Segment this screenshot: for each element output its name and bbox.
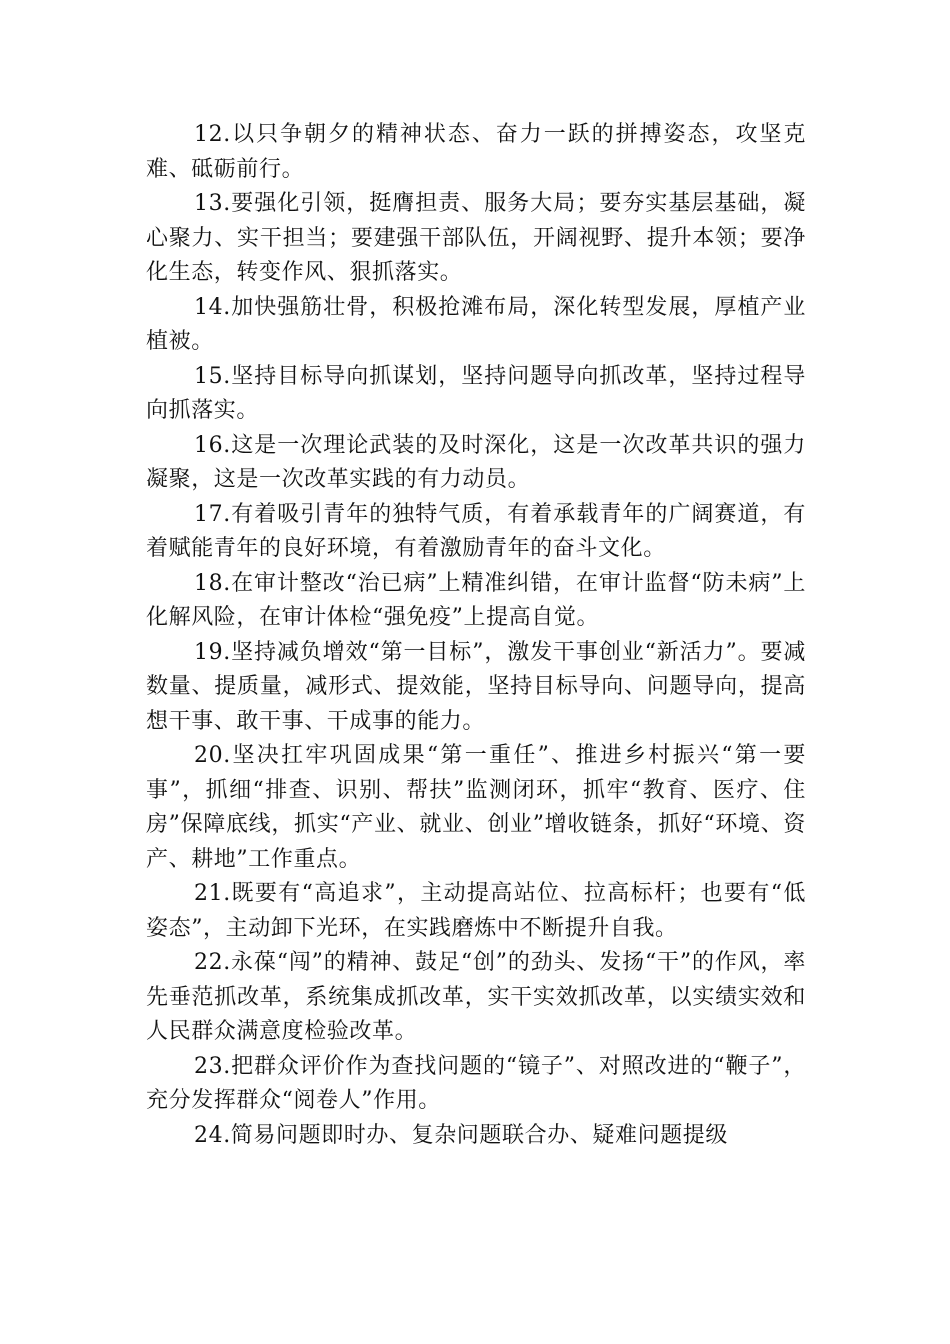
paragraph-21: 21.既要有“高追求”，主动提高站位、拉高标杆；也要有“低姿态”，主动卸下光环，在实践磨炼中不断提升自我。 [146,881,806,941]
paragraph-13: 13.要强化引领，挺膺担责、服务大局；要夯实基层基础，凝心聚力、实干担当；要建强干部队伍，开阔视野、提升本领；要净化生态，转变作风、狠抓落实。 [146,191,806,285]
paragraph-20: 20.坚决扛牢巩固成果“第一重任”、推进乡村振兴“第一要事”，抓细“排查、识别、帮扶”监测闭环，抓牢“教育、医疗、住房”保障底线，抓实“产业、就业、创业”增收链条，抓好“环境、资产、耕地”工作重点。 [146,743,806,872]
paragraph-22: 22.永葆“闯”的精神、鼓足“创”的劲头、发扬“干”的作风，率先垂范抓改革，系统集成抓改革，实干实效抓改革，以实绩实效和人民群众满意度检验改革。 [146,950,806,1044]
paragraph-16: 16.这是一次理论武装的及时深化，这是一次改革共识的强力凝聚，这是一次改革实践的有力动员。 [146,432,806,492]
paragraph-14: 14.加快强筋壮骨，积极抢滩布局，深化转型发展，厚植产业植被。 [146,294,806,354]
paragraph-18: 18.在审计整改“治已病”上精准纠错，在审计监督“防未病”上化解风险，在审计体检“强免疫”上提高自觉。 [146,570,806,630]
paragraph-15: 15.坚持目标导向抓谋划，坚持问题导向抓改革，坚持过程导向抓落实。 [146,363,806,423]
paragraph-17: 17.有着吸引青年的独特气质，有着承载青年的广阔赛道，有着赋能青年的良好环境，有着激励青年的奋斗文化。 [146,501,806,561]
paragraph-23: 23.把群众评价作为查找问题的“镜子”、对照改进的“鞭子”，充分发挥群众“阅卷人”作用。 [146,1053,806,1113]
paragraph-19: 19.坚持减负增效“第一目标”，激发干事创业“新活力”。要减数量、提质量，减形式、提效能，坚持目标导向、问题导向，提高想干事、敢干事、干成事的能力。 [146,639,806,734]
document-body [146,118,806,1153]
paragraph-12: 12.以只争朝夕的精神状态、奋力一跃的拼搏姿态，攻坚克难、砥砺前行。 [146,122,806,182]
paragraph-24: 24.简易问题即时办、复杂问题联合办、疑难问题提级 [194,1122,728,1148]
